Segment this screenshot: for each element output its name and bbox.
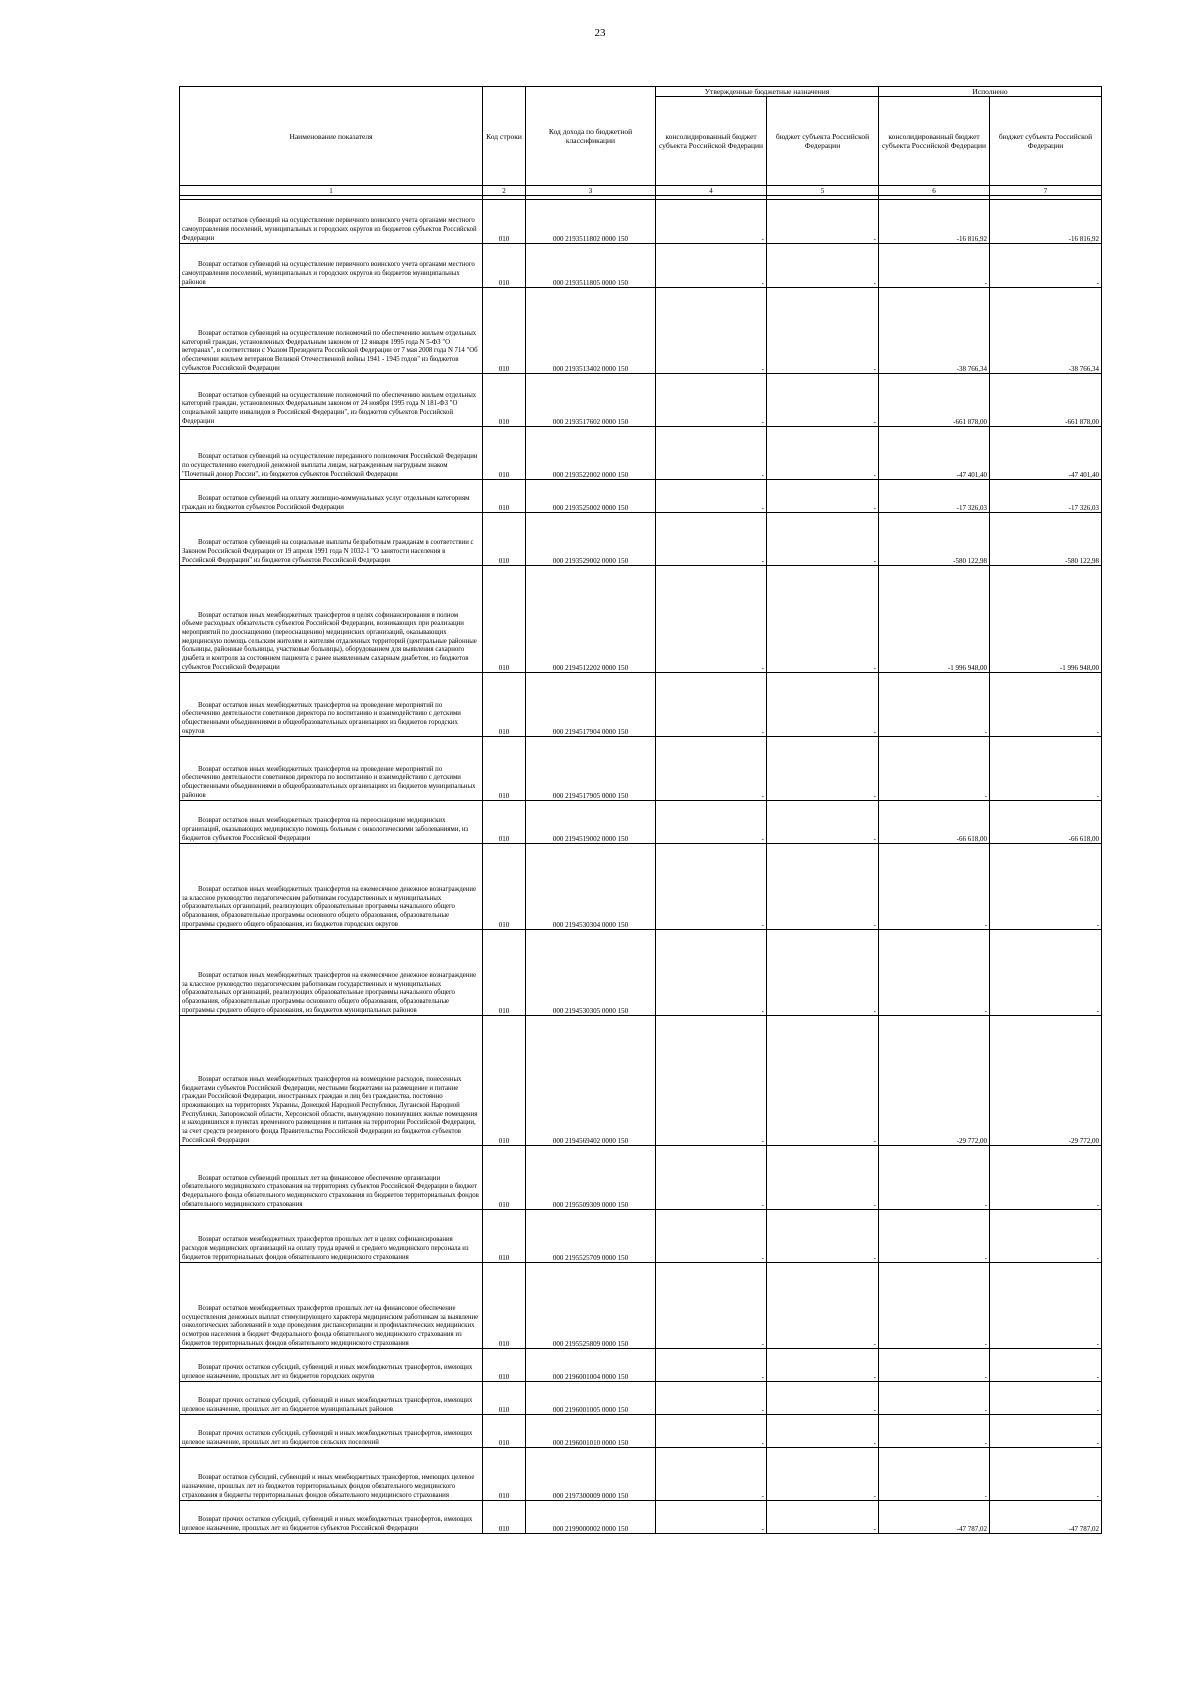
row-executed-consolidated: -47 401,40 [879, 427, 990, 480]
row-income-code: 000 2193517602 0000 150 [526, 374, 656, 427]
row-executed-subject: -17 326,03 [990, 480, 1102, 513]
row-executed-consolidated: - [879, 244, 990, 288]
table-row [180, 1146, 1102, 1210]
row-approved-subject: - [767, 1146, 879, 1210]
row-indicator-text: Возврат остатков субвенций на осуществление переданного полномочия Российской Федерации по осуществлению ежегодной денежной выплаты лицам, награжденным нагрудным знаком "Почетный донор России", из бюджетов субъектов Российской Федерации [182, 453, 478, 478]
row-income-code: 000 2194530304 0000 150 [526, 844, 656, 930]
column-number: 1 [180, 186, 483, 196]
row-line-code: 010 [483, 1382, 526, 1415]
row-indicator-name [180, 673, 483, 737]
column-number: 7 [990, 186, 1102, 196]
row-line-code: 010 [483, 480, 526, 513]
row-income-code: 000 2196001005 0000 150 [526, 1382, 656, 1415]
row-executed-subject: - [990, 673, 1102, 737]
row-executed-consolidated: - [879, 1210, 990, 1263]
row-income-code: 000 2193511805 0000 150 [526, 244, 656, 288]
row-executed-consolidated: - [879, 930, 990, 1016]
table-row [180, 930, 1102, 1016]
table-row [180, 1016, 1102, 1146]
row-approved-subject: - [767, 288, 879, 374]
row-executed-subject: - [990, 844, 1102, 930]
report-body [180, 200, 1102, 1534]
row-executed-subject: - [990, 1263, 1102, 1349]
row-indicator-text: Возврат остатков субсидий, субвенций и иных межбюджетных трансфертов, имеющих целевое назначение, прошлых лет из бюджетов территориальных фондов обязательного медицинского страхования в бюджеты территориальных фондов обязательного медицинского страхования [182, 1474, 475, 1499]
header-approved-consolidated: консолидированный бюджет субъекта Российской Федерации [656, 97, 767, 186]
table-row [180, 288, 1102, 374]
row-income-code: 000 2196001004 0000 150 [526, 1349, 656, 1382]
row-line-code: 010 [483, 288, 526, 374]
row-approved-subject: - [767, 844, 879, 930]
row-income-code: 000 2193513402 0000 150 [526, 288, 656, 374]
row-indicator-name [180, 1349, 483, 1382]
row-executed-subject: -661 878,00 [990, 374, 1102, 427]
row-executed-consolidated: - [879, 1415, 990, 1448]
row-approved-subject: - [767, 1210, 879, 1263]
row-approved-subject: - [767, 1382, 879, 1415]
row-executed-consolidated: - [879, 1146, 990, 1210]
row-approved-subject: - [767, 1349, 879, 1382]
row-indicator-text: Возврат остатков иных межбюджетных трансфертов на переоснащение медицинских организаций, оказывающих медицинскую помощь больным с онкологическими заболеваниями, из бюджетов субъектов Российской Федерации [182, 817, 469, 842]
row-executed-consolidated: -17 326,03 [879, 480, 990, 513]
row-line-code: 010 [483, 1146, 526, 1210]
table-row [180, 1349, 1102, 1382]
row-income-code: 000 2196001010 0000 150 [526, 1415, 656, 1448]
column-number: 4 [656, 186, 767, 196]
row-approved-consolidated: - [656, 801, 767, 844]
header-income-code: Код дохода по бюджетной классификации [526, 87, 656, 186]
table-row [180, 1382, 1102, 1415]
row-indicator-name [180, 801, 483, 844]
row-indicator-text: Возврат остатков иных межбюджетных трансфертов на проведение мероприятий по обеспечению деятельности советников директора по воспитанию и взаимодействию с детскими общественными объединениями в общеобразовательных организациях из бюджетов муниципальных районов [182, 765, 476, 799]
row-income-code: 000 2195525709 0000 150 [526, 1210, 656, 1263]
row-line-code: 010 [483, 673, 526, 737]
table-row [180, 1210, 1102, 1263]
row-executed-subject: -16 816,92 [990, 200, 1102, 244]
row-executed-consolidated: - [879, 844, 990, 930]
row-executed-subject: - [990, 1349, 1102, 1382]
row-executed-consolidated: - [879, 1263, 990, 1349]
row-approved-consolidated: - [656, 1349, 767, 1382]
row-executed-subject: - [990, 244, 1102, 288]
row-executed-subject: -47 787,02 [990, 1501, 1102, 1534]
row-line-code: 010 [483, 801, 526, 844]
row-indicator-name [180, 930, 483, 1016]
row-indicator-name [180, 374, 483, 427]
row-income-code: 000 2199000002 0000 150 [526, 1501, 656, 1534]
row-approved-subject: - [767, 566, 879, 673]
row-approved-consolidated: - [656, 1263, 767, 1349]
row-indicator-name [180, 288, 483, 374]
row-line-code: 010 [483, 1016, 526, 1146]
row-indicator-text: Возврат остатков межбюджетных трансфертов прошлых лет в целях софинансирования расходов медицинских организаций на оплату труда врачей и среднего медицинского персонала из бюджетов территориальных фондов обязательного медицинского страхования [182, 1236, 469, 1261]
row-executed-consolidated: -661 878,00 [879, 374, 990, 427]
row-indicator-name [180, 737, 483, 801]
row-approved-subject: - [767, 1501, 879, 1534]
row-approved-consolidated: - [656, 1448, 767, 1501]
row-executed-consolidated: - [879, 673, 990, 737]
row-line-code: 010 [483, 1448, 526, 1501]
row-executed-consolidated: -580 122,98 [879, 513, 990, 566]
row-indicator-text: Возврат остатков субвенций на осуществление полномочий по обеспечению жильем отдельных категорий граждан, установленных Федеральным законом от 12 января 1995 года N 5-ФЗ "О ветеранах", в соответствии с Указом Президента Российской Федерации от 7 мая 2008 года N 714 "Об обеспечении жильем ветеранов Великой Отечественной войны 1941 - 1945 годов" из бюджетов субъектов Российской Федерации [182, 329, 478, 372]
row-approved-subject: - [767, 737, 879, 801]
table-row [180, 1263, 1102, 1349]
row-approved-consolidated: - [656, 513, 767, 566]
row-indicator-text: Возврат остатков иных межбюджетных трансфертов в целях софинансирования в полном объеме расходных обязательств субъектов Российской Федерации, возникающих при реализации мероприятий по дооснащению (переоснащению) медицинских организаций, оказывающих медицинскую помощь сельским жителям и жителям отдаленных территорий (центральные районные больницы, районные больницы, участковые больницы), оборудованием для выявления сахарного диабета и контроля за состоянием пациента с ранее выявленным сахарным диабетом, из бюджетов субъектов Российской Федерации [182, 611, 477, 671]
row-income-code: 000 2194517904 0000 150 [526, 673, 656, 737]
row-approved-consolidated: - [656, 1016, 767, 1146]
row-income-code: 000 2195509309 0000 150 [526, 1146, 656, 1210]
row-approved-consolidated: - [656, 1415, 767, 1448]
row-indicator-text: Возврат остатков субвенций на социальные выплаты безработным гражданам в соответствии с Законом Российской Федерации от 19 апреля 1991 года N 1032-1 "О занятости населения в Российской Федерации" из бюджетов субъектов Российской Федерации [182, 539, 474, 564]
header-line-code: Код строки [483, 87, 526, 186]
row-executed-consolidated: - [879, 1382, 990, 1415]
row-executed-subject: - [990, 930, 1102, 1016]
row-executed-subject: -29 772,00 [990, 1016, 1102, 1146]
row-line-code: 010 [483, 244, 526, 288]
row-indicator-name [180, 1263, 483, 1349]
row-indicator-name [180, 1501, 483, 1534]
row-executed-subject: - [990, 1448, 1102, 1501]
row-income-code: 000 2193511802 0000 150 [526, 200, 656, 244]
row-executed-subject: -580 122,98 [990, 513, 1102, 566]
row-line-code: 010 [483, 1349, 526, 1382]
row-income-code: 000 2195525809 0000 150 [526, 1263, 656, 1349]
row-line-code: 010 [483, 566, 526, 673]
row-indicator-name [180, 513, 483, 566]
row-approved-subject: - [767, 513, 879, 566]
row-indicator-text: Возврат остатков субвенций на осуществление первичного воинского учета органами местного самоуправления поселений, муниципальных и городских округов из бюджетов муниципальных районов [182, 261, 475, 286]
row-indicator-text: Возврат прочих остатков субсидий, субвенций и иных межбюджетных трансфертов, имеющих целевое назначение, прошлых лет из бюджетов городских округов [182, 1364, 473, 1380]
row-indicator-text: Возврат остатков субвенций на осуществление первичного воинского учета органами местного самоуправления поселений, муниципальных и городских округов из бюджетов субъектов Российской Федерации [182, 217, 477, 242]
row-indicator-name [180, 1016, 483, 1146]
row-executed-subject: - [990, 737, 1102, 801]
row-income-code: 000 2194517905 0000 150 [526, 737, 656, 801]
row-indicator-text: Возврат прочих остатков субсидий, субвенций и иных межбюджетных трансфертов, имеющих целевое назначение, прошлых лет из бюджетов сельских поселений [182, 1430, 473, 1446]
row-executed-subject: - [990, 1415, 1102, 1448]
row-approved-consolidated: - [656, 844, 767, 930]
page-number: 23 [594, 27, 606, 39]
row-income-code: 000 2193522002 0000 150 [526, 427, 656, 480]
row-indicator-text: Возврат остатков субвенций на осуществление полномочий по обеспечению жильем отдельных категорий граждан, установленных Федеральным законом от 24 ноября 1995 года N 181-ФЗ "О социальной защите инвалидов в Российской Федерации", из бюджетов субъектов Российской Федерации [182, 391, 477, 425]
row-executed-consolidated: -66 618,00 [879, 801, 990, 844]
row-executed-consolidated: -1 996 948,00 [879, 566, 990, 673]
row-income-code: 000 2194530305 0000 150 [526, 930, 656, 1016]
row-executed-consolidated: - [879, 1349, 990, 1382]
row-indicator-text: Возврат остатков субвенций на оплату жилищно-коммунальных услуг отдельным категориям граждан из бюджетов субъектов Российской Федерации [182, 495, 470, 511]
row-indicator-name [180, 844, 483, 930]
row-approved-subject: - [767, 801, 879, 844]
header-executed-group: Исполнено [879, 87, 1102, 97]
row-executed-consolidated: - [879, 737, 990, 801]
row-indicator-name [180, 1448, 483, 1501]
row-executed-subject: -47 401,40 [990, 427, 1102, 480]
row-approved-consolidated: - [656, 427, 767, 480]
row-approved-consolidated: - [656, 1382, 767, 1415]
row-indicator-name [180, 1146, 483, 1210]
row-approved-subject: - [767, 1016, 879, 1146]
row-line-code: 010 [483, 844, 526, 930]
row-indicator-text: Возврат прочих остатков субсидий, субвенций и иных межбюджетных трансфертов, имеющих целевое назначение, прошлых лет из бюджетов субъектов Российской Федерации [182, 1516, 473, 1532]
row-indicator-text: Возврат прочих остатков субсидий, субвенций и иных межбюджетных трансфертов, имеющих целевое назначение, прошлых лет из бюджетов муниципальных районов [182, 1397, 473, 1413]
table-row [180, 1501, 1102, 1534]
row-line-code: 010 [483, 427, 526, 480]
row-executed-consolidated: -16 816,92 [879, 200, 990, 244]
row-indicator-text: Возврат остатков межбюджетных трансфертов прошлых лет на финансовое обеспечение осуществления денежных выплат стимулирующего характера медицинским работникам за выявление онкологических заболеваний в ходе проведения диспансеризации и профилактических медицинских осмотров населения в бюджет Федерального фонда обязательного медицинского страхования из бюджетов территориальных фондов обязательного медицинского страхования [182, 1304, 479, 1347]
row-executed-subject: -1 996 948,00 [990, 566, 1102, 673]
row-indicator-text: Возврат остатков иных межбюджетных трансфертов на возмещение расходов, понесенных бюджетами субъектов Российской Федерации, местными бюджетами на размещение и питание граждан Российской Федерации, иностранных граждан и лиц без гражданства, постоянно проживающих на территориях Украины, Донецкой Народной Республики, Луганской Народной Республики, Запорожской области, Херсонской области, вынужденно покинувших жилые помещения и находившихся в пунктах временного размещения и питания на территории Российской Федерации, за счет средств резервного фонда Правительства Российской Федерации из бюджетов субъектов Российской Федерации [182, 1075, 478, 1144]
row-indicator-name [180, 566, 483, 673]
row-line-code: 010 [483, 200, 526, 244]
table-row [180, 244, 1102, 288]
row-approved-consolidated: - [656, 930, 767, 1016]
column-number: 5 [767, 186, 879, 196]
row-line-code: 010 [483, 513, 526, 566]
row-approved-subject: - [767, 374, 879, 427]
table-row [180, 844, 1102, 930]
header-executed-consolidated: консолидированный бюджет субъекта Российской Федерации [879, 97, 990, 186]
table-row [180, 1448, 1102, 1501]
table-row [180, 513, 1102, 566]
row-approved-subject: - [767, 673, 879, 737]
row-executed-subject: - [990, 1382, 1102, 1415]
header-approved-group: Утвержденные бюджетные назначения [656, 87, 879, 97]
row-approved-subject: - [767, 427, 879, 480]
table-row [180, 374, 1102, 427]
header-indicator-name: Наименование показателя [180, 87, 483, 186]
row-approved-consolidated: - [656, 673, 767, 737]
column-number: 2 [483, 186, 526, 196]
row-approved-consolidated: - [656, 1146, 767, 1210]
row-income-code: 000 2194512202 0000 150 [526, 566, 656, 673]
row-indicator-name [180, 427, 483, 480]
row-line-code: 010 [483, 374, 526, 427]
row-indicator-name [180, 244, 483, 288]
row-line-code: 010 [483, 1210, 526, 1263]
row-executed-consolidated: -38 766,34 [879, 288, 990, 374]
row-approved-subject: - [767, 1415, 879, 1448]
row-approved-consolidated: - [656, 200, 767, 244]
row-income-code: 000 2194519002 0000 150 [526, 801, 656, 844]
row-income-code: 000 2193529002 0000 150 [526, 513, 656, 566]
row-approved-subject: - [767, 200, 879, 244]
row-approved-subject: - [767, 1448, 879, 1501]
row-approved-consolidated: - [656, 288, 767, 374]
row-income-code: 000 2193525002 0000 150 [526, 480, 656, 513]
row-line-code: 010 [483, 930, 526, 1016]
row-indicator-text: Возврат остатков субвенций прошлых лет на финансовое обеспечение организации обязательного медицинского страхования на территориях субъектов Российской Федерации в бюджет Федерального фонда обязательного медицинского страхования из бюджетов территориальных фондов обязательного медицинского страхования [182, 1174, 479, 1208]
header-approved-subject: бюджет субъекта Российской Федерации [767, 97, 879, 186]
table-row [180, 801, 1102, 844]
row-indicator-name [180, 200, 483, 244]
row-approved-consolidated: - [656, 244, 767, 288]
budget-report-table [179, 86, 1102, 1534]
row-line-code: 010 [483, 737, 526, 801]
row-line-code: 010 [483, 1501, 526, 1534]
header-executed-subject: бюджет субъекта Российской Федерации [990, 97, 1102, 186]
row-executed-subject: - [990, 1210, 1102, 1263]
row-line-code: 010 [483, 1415, 526, 1448]
column-number: 6 [879, 186, 990, 196]
row-approved-subject: - [767, 930, 879, 1016]
row-indicator-name [180, 1210, 483, 1263]
row-approved-consolidated: - [656, 374, 767, 427]
row-approved-subject: - [767, 244, 879, 288]
row-indicator-name [180, 1382, 483, 1415]
row-approved-consolidated: - [656, 737, 767, 801]
table-row [180, 673, 1102, 737]
table-row [180, 1415, 1102, 1448]
row-income-code: 000 2197300009 0000 150 [526, 1448, 656, 1501]
table-row [180, 566, 1102, 673]
row-executed-consolidated: -47 787,02 [879, 1501, 990, 1534]
table-row [180, 427, 1102, 480]
row-executed-subject: -66 618,00 [990, 801, 1102, 844]
row-indicator-name [180, 480, 483, 513]
row-approved-consolidated: - [656, 1210, 767, 1263]
row-approved-consolidated: - [656, 480, 767, 513]
row-indicator-text: Возврат остатков иных межбюджетных трансфертов на ежемесячное денежное вознаграждение за классное руководство педагогическим работникам государственных и муниципальных образовательных организаций, реализующих образовательные программы начального общего образования, образовательные программы основного общего образования, образовательные программы среднего общего образования, из бюджетов муниципальных районов [182, 971, 477, 1014]
row-indicator-name [180, 1415, 483, 1448]
column-number: 3 [526, 186, 656, 196]
row-approved-consolidated: - [656, 1501, 767, 1534]
row-line-code: 010 [483, 1263, 526, 1349]
table-row [180, 200, 1102, 244]
row-approved-subject: - [767, 480, 879, 513]
row-indicator-text: Возврат остатков иных межбюджетных трансфертов на ежемесячное денежное вознаграждение за классное руководство педагогическим работникам государственных и муниципальных образовательных организаций, реализующих образовательные программы начального общего образования, образовательные программы основного общего образования, образовательные программы среднего общего образования, из бюджетов городских округов [182, 885, 477, 928]
row-executed-consolidated: - [879, 1448, 990, 1501]
table-row [180, 480, 1102, 513]
row-approved-consolidated: - [656, 566, 767, 673]
row-executed-subject: - [990, 1146, 1102, 1210]
row-approved-subject: - [767, 1263, 879, 1349]
row-executed-subject: -38 766,34 [990, 288, 1102, 374]
row-indicator-text: Возврат остатков иных межбюджетных трансфертов на проведение мероприятий по обеспечению деятельности советников директора по воспитанию и взаимодействию с детскими общественными объединениями в общеобразовательных организациях из бюджетов городских округов [182, 701, 461, 735]
row-executed-consolidated: -29 772,00 [879, 1016, 990, 1146]
row-income-code: 000 2194569402 0000 150 [526, 1016, 656, 1146]
table-row [180, 737, 1102, 801]
